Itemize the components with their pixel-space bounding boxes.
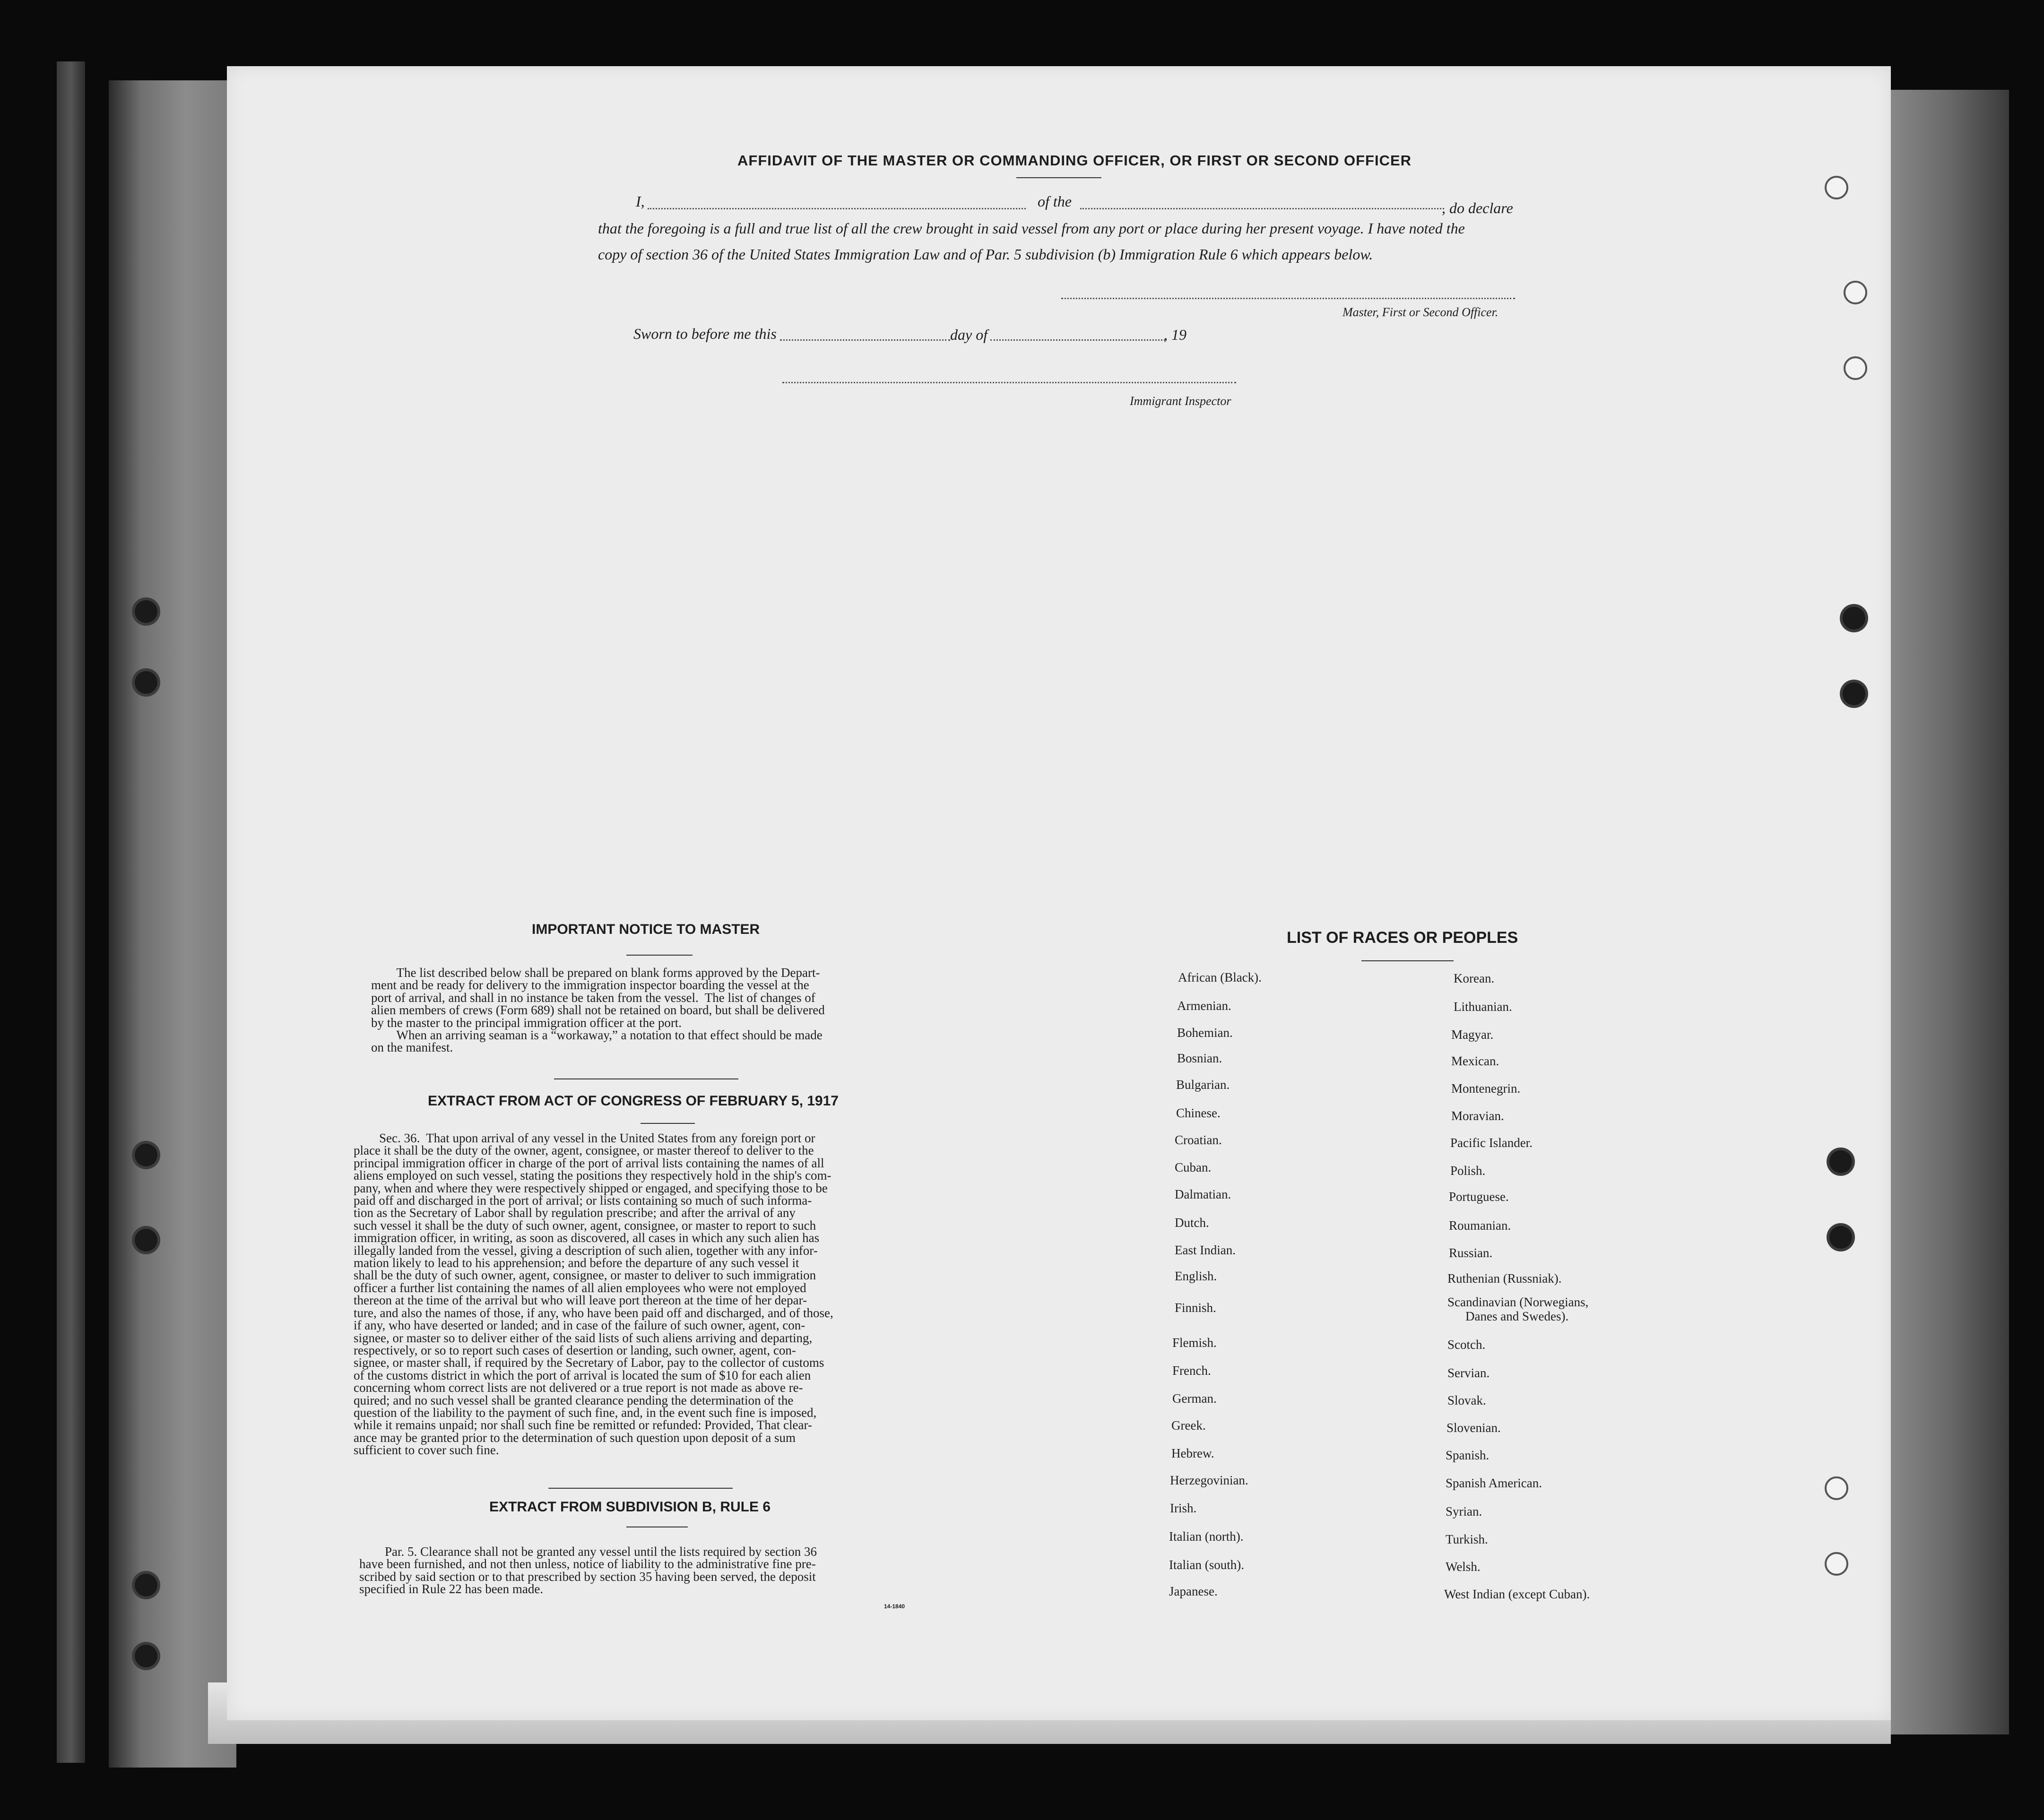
race-list-item: Japanese. bbox=[1169, 1584, 1218, 1598]
race-list-item: Spanish American. bbox=[1446, 1476, 1542, 1490]
race-list-item: Dalmatian. bbox=[1175, 1187, 1231, 1201]
race-list-item: Roumanian. bbox=[1449, 1218, 1511, 1233]
race-list-item: Syrian. bbox=[1446, 1504, 1482, 1518]
race-list-item: Finnish. bbox=[1175, 1301, 1216, 1315]
punch-hole-icon bbox=[1825, 1476, 1848, 1500]
race-list-item: African (Black). bbox=[1178, 970, 1262, 984]
binder-hole-icon bbox=[1829, 1150, 1852, 1173]
race-list-item: Polish. bbox=[1450, 1164, 1486, 1178]
race-list-item: Italian (north). bbox=[1169, 1529, 1244, 1544]
sworn-label: Sworn to before me this bbox=[633, 325, 777, 342]
punch-hole-icon bbox=[1844, 281, 1867, 304]
race-list-item: Ruthenian (Russniak). bbox=[1447, 1271, 1562, 1285]
race-list-item: Scandinavian (Norwegians, bbox=[1447, 1295, 1589, 1309]
binder-hole-icon bbox=[1843, 682, 1865, 705]
binder-strip-left bbox=[57, 61, 85, 1763]
race-list-item: German. bbox=[1172, 1391, 1217, 1406]
affidavit-line-2: that the foregoing is a full and true list of all the crew brought in said vessel from any port or place during her present voyage. I have noted the bbox=[598, 220, 1465, 237]
race-list-item: Bohemian. bbox=[1177, 1026, 1233, 1040]
binder-hole-icon bbox=[135, 1229, 157, 1251]
punch-hole-icon bbox=[1844, 356, 1867, 380]
affidavit-declare-label: , do declare bbox=[1442, 199, 1513, 216]
section-divider bbox=[548, 1488, 733, 1489]
race-list-item: English. bbox=[1175, 1269, 1217, 1283]
notice-title: IMPORTANT NOTICE TO MASTER bbox=[532, 922, 760, 937]
race-list-item: Slovenian. bbox=[1446, 1421, 1501, 1435]
binder-hole-icon bbox=[135, 1645, 157, 1667]
race-list-item: Russian. bbox=[1449, 1246, 1493, 1260]
title-divider bbox=[1016, 177, 1101, 178]
race-list-item: Chinese. bbox=[1176, 1106, 1221, 1120]
race-list-item: Lithuanian. bbox=[1454, 1000, 1512, 1014]
race-list-item: Hebrew. bbox=[1171, 1446, 1214, 1460]
race-list-item: Moravian. bbox=[1451, 1109, 1504, 1123]
day-of-label: day of bbox=[950, 326, 988, 343]
race-list-item: Pacific Islander. bbox=[1450, 1136, 1533, 1150]
race-list-item: Spanish. bbox=[1446, 1448, 1490, 1462]
section-divider bbox=[554, 1078, 738, 1079]
race-list-item: Italian (south). bbox=[1169, 1558, 1244, 1572]
affidavit-i-label: I, bbox=[636, 193, 645, 210]
race-list-item: Korean. bbox=[1454, 971, 1495, 985]
races-title: LIST OF RACES OR PEOPLES bbox=[1287, 929, 1518, 947]
binder-hole-icon bbox=[135, 1574, 157, 1596]
race-list-item: Dutch. bbox=[1175, 1216, 1209, 1230]
race-list-item: Welsh. bbox=[1446, 1560, 1481, 1574]
affidavit-title: AFFIDAVIT OF THE MASTER OR COMMANDING OFFICER, OR FIRST OR SECOND OFFICER bbox=[737, 152, 1412, 169]
race-list-item: West Indian (except Cuban). bbox=[1444, 1587, 1590, 1601]
binder-hole-icon bbox=[135, 1144, 157, 1166]
race-list-item: Portuguese. bbox=[1449, 1190, 1509, 1204]
inspector-signature-blank bbox=[782, 382, 1236, 383]
race-list-item: Slovak. bbox=[1447, 1393, 1486, 1407]
rule-extract-title: EXTRACT FROM SUBDIVISION B, RULE 6 bbox=[489, 1499, 771, 1515]
affidavit-line-3: copy of section 36 of the United States Immigration Law and of Par. 5 subdivision (b) Immigration Rule 6 which appears below. bbox=[598, 246, 1373, 263]
race-list-item: French. bbox=[1172, 1363, 1211, 1378]
race-list-item: Montenegrin. bbox=[1451, 1081, 1521, 1095]
binder-page-stack-right bbox=[1886, 90, 2009, 1734]
act-extract-title: EXTRACT FROM ACT OF CONGRESS OF FEBRUARY 5, 1917 bbox=[428, 1093, 839, 1109]
binder-hole-icon bbox=[135, 600, 157, 623]
binder-hole-icon bbox=[135, 671, 157, 694]
punch-hole-icon bbox=[1825, 1552, 1848, 1576]
act-extract-body: Sec. 36. That upon arrival of any vessel in the United States from any foreign port or place it shall be the duty of the owner, agent, consignee, or master thereof to deliver to the principal immigration officer in charge of the port of arrival lists containing the names of all aliens employed on such vessel, stating the positions they respectively hold in the ship's com- pany, when and where they were respectively shipped or engaged, and specifying those to be paid off and discharged in the port of arrival; or lists containing so much of such informa- tion as the Secretary of Labor shall by regulation prescribe; and after the arrival of any such vessel it shall be the duty of such owner, agent, consignee, or master to report to such immigration officer, in writing, as soon as discovered, all cases in which any such alien has illegally landed from the vessel, giving a description of such alien, together with any infor- mation likely to lead to his apprehension; and before the departure of any such vessel it shall be the duty of such owner, agent, consignee, or master to deliver to such immigration officer a further list containing the names of all alien employees who were not employed thereon at the time of the arrival but who will leave port thereon at the time of her depar- ture, and also the names of those, if any, who have been paid off and discharged, and of those, if any, who have deserted or landed; and in case of the failure of such owner, agent, con- signee, or master so to deliver either of the said lists of such aliens arriving and departing, respectively, or so to report such cases of desertion or landing, such owner, agent, con- signee, or master shall, if required by the Secretary of Labor, pay to the collector of customs of the customs district in which the port of arrival is located the sum of $10 for each alien concerning whom correct lists are not delivered or a true report is not made as above re- quired; and no such vessel shall be granted clearance pending the determination of the question of the liability to the payment of such fine, and, in the event such fine is imposed, while it remains unpaid; nor shall such fine be remitted or refunded: Provided, That clear- ance may be granted prior to the determination of such question upon deposit of a sum sufficient to cover such fine. bbox=[354, 1131, 833, 1458]
binder-hole-icon bbox=[1843, 607, 1865, 630]
manifest-page bbox=[227, 66, 1891, 1720]
race-list-item: Bosnian. bbox=[1177, 1051, 1222, 1065]
binder-hole-icon bbox=[1829, 1226, 1852, 1249]
vessel-name-blank bbox=[1080, 208, 1444, 209]
notice-body: The list described below shall be prepared on blank forms approved by the Depart- ment and be ready for delivery to the immigration inspector boarding the vessel at the port of arrival, and shall in no instance be taken from the vessel. The list of changes of alien members of crews (Form 689) shall not be retained on board, but shall be delivered by the master to the principal immigration officer at the port. When an arriving seaman is a “workaway,” a notation to that effect should be made on the manifest. bbox=[371, 966, 825, 1055]
race-list-item: Scotch. bbox=[1447, 1337, 1486, 1352]
punch-hole-icon bbox=[1825, 176, 1848, 199]
race-list-item: Turkish. bbox=[1446, 1532, 1488, 1546]
race-list-item: Herzegovinian. bbox=[1170, 1473, 1248, 1487]
inspector-label: Immigrant Inspector bbox=[1130, 394, 1231, 408]
race-list-item: Servian. bbox=[1447, 1366, 1490, 1380]
race-list-item: Magyar. bbox=[1451, 1027, 1494, 1042]
race-list-item: Croatian. bbox=[1175, 1133, 1222, 1147]
race-list-item: Armenian. bbox=[1177, 999, 1231, 1013]
race-list-item: Irish. bbox=[1170, 1501, 1197, 1515]
race-list-item: Greek. bbox=[1171, 1418, 1206, 1432]
master-signature-label: Master, First or Second Officer. bbox=[1342, 305, 1498, 319]
affidavit-of-label: of the bbox=[1038, 193, 1072, 210]
race-list-item: East Indian. bbox=[1175, 1243, 1236, 1257]
race-list-item: Cuban. bbox=[1175, 1160, 1212, 1174]
race-list-item: Flemish. bbox=[1172, 1336, 1217, 1350]
sworn-day-blank bbox=[780, 339, 950, 341]
race-list-item: Danes and Swedes). bbox=[1465, 1309, 1569, 1323]
form-number: 14-1840 bbox=[884, 1603, 905, 1610]
binder-page-stack-left bbox=[109, 80, 236, 1768]
year-label: , 19 bbox=[1164, 326, 1187, 343]
title-divider bbox=[626, 955, 693, 956]
sworn-month-blank bbox=[990, 339, 1165, 341]
master-name-blank bbox=[648, 208, 1026, 209]
race-list-item: Mexican. bbox=[1451, 1054, 1499, 1068]
race-list-item: Bulgarian. bbox=[1176, 1078, 1230, 1092]
master-signature-blank bbox=[1061, 298, 1515, 299]
rule-extract-body: Par. 5. Clearance shall not be granted any vessel until the lists required by section 36 have been furnished, and not then unless, notice of liability to the administrative fine pre- scribed by said section or to that prescribed by section 35 having been served, the deposit specified in Rule 22 has been made. bbox=[359, 1544, 817, 1596]
title-divider bbox=[641, 1123, 695, 1124]
title-divider bbox=[1361, 960, 1454, 961]
